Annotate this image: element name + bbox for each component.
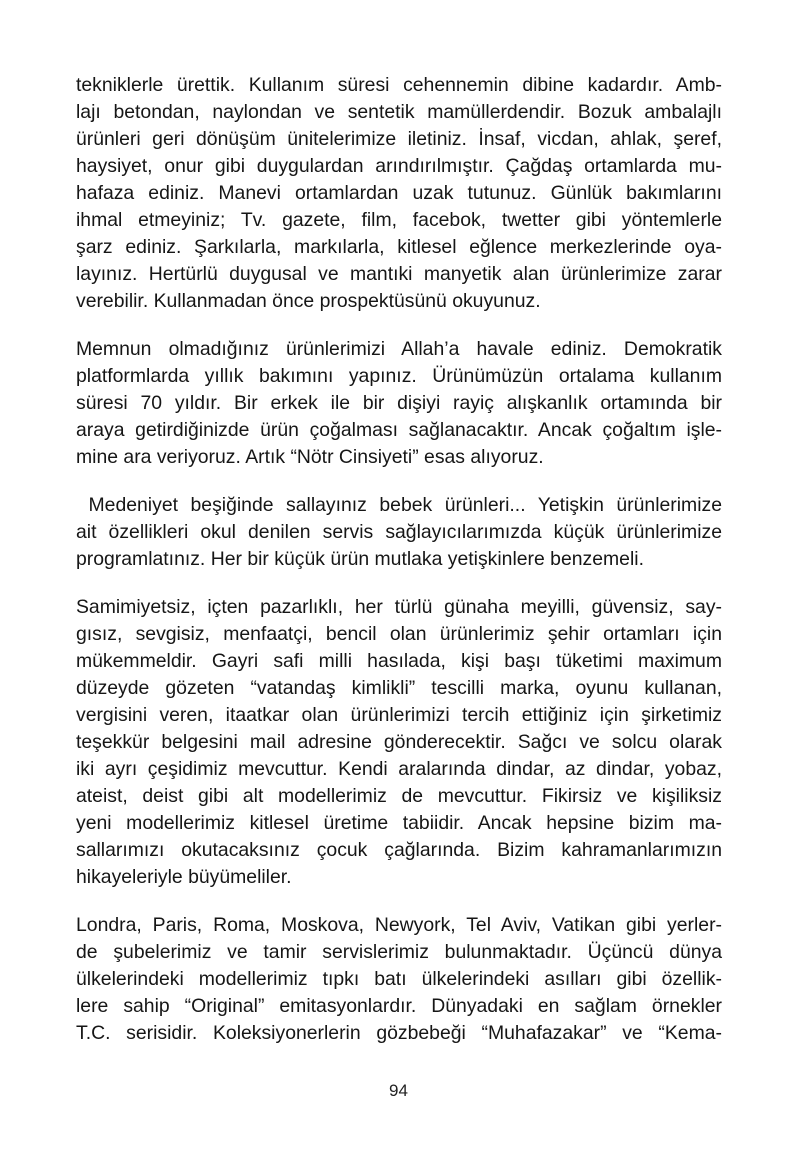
text-line: şarz ediniz. Şarkılarla, markılarla, kitlesel eğlence merkezlerinde oya- bbox=[76, 236, 722, 258]
text-line: teşekkür belgesini mail adresine gönderecektir. Sağcı ve solcu olarak bbox=[76, 731, 722, 753]
text-line: gısız, sevgisiz, menfaatçi, bencil olan ürünlerimiz şehir ortamları için bbox=[76, 623, 722, 645]
text-line: vergisini veren, itaatkar olan ürünlerimizi tercih ettiğiniz için şirketimiz bbox=[76, 704, 722, 726]
text-line: ülkelerindeki modellerimiz tıpkı batı ülkelerindeki asılları gibi özellik- bbox=[76, 968, 722, 990]
paragraph-4 bbox=[76, 594, 722, 891]
text-line: ateist, deist gibi alt modellerimiz de mevcuttur. Fikirsiz ve kişiliksiz bbox=[76, 785, 722, 807]
text-line: düzeyde gözeten “vatandaş kimlikli” tescilli marka, oyunu kullanan, bbox=[76, 677, 722, 699]
text-line: mükemmeldir. Gayri safi milli hasılada, kişi başı tüketimi maximum bbox=[76, 650, 722, 672]
paragraph-2 bbox=[76, 336, 722, 471]
text-line: sallarımızı okutacaksınız çocuk çağlarında. Bizim kahramanlarımızın bbox=[76, 839, 722, 861]
text-line: de şubelerimiz ve tamir servislerimiz bulunmaktadır. Üçüncü dünya bbox=[76, 941, 722, 963]
text-line: Medeniyet beşiğinde sallayınız bebek ürünleri... Yetişkin ürünlerimize bbox=[76, 494, 722, 516]
text-line: ürünleri geri dönüşüm ünitelerimize iletiniz. İnsaf, vicdan, ahlak, şeref, bbox=[76, 128, 722, 150]
text-line: programlatınız. Her bir küçük ürün mutlaka yetişkinlere benzemeli. bbox=[76, 548, 644, 570]
text-line: Memnun olmadığınız ürünlerimizi Allah’a havale ediniz. Demokratik bbox=[76, 338, 722, 360]
text-line: layınız. Hertürlü duygusal ve mantıki manyetik alan ürünlerimize zarar bbox=[76, 263, 722, 285]
paragraph-1 bbox=[76, 72, 722, 315]
text-line: ihmal etmeyiniz; Tv. gazete, film, facebok, twetter gibi yöntemlerle bbox=[76, 209, 722, 231]
text-line: Samimiyetsiz, içten pazarlıklı, her türlü günaha meyilli, güvensiz, say- bbox=[76, 596, 722, 618]
text-line: verebilir. Kullanmadan önce prospektüsünü okuyunuz. bbox=[76, 290, 541, 312]
text-line: lajı betondan, naylondan ve sentetik mamüllerdendir. Bozuk ambalajlı bbox=[76, 101, 722, 123]
paragraph-3 bbox=[76, 492, 722, 573]
text-line: Londra, Paris, Roma, Moskova, Newyork, Tel Aviv, Vatikan gibi yerler- bbox=[76, 914, 722, 936]
text-line: lere sahip “Original” emitasyonlardır. Dünyadaki en sağlam örnekler bbox=[76, 995, 722, 1017]
text-line: T.C. serisidir. Koleksiyonerlerin gözbebeği “Muhafazakar” ve “Kema- bbox=[76, 1022, 722, 1044]
text-line: ait özellikleri okul denilen servis sağlayıcılarımızda küçük ürünlerimize bbox=[76, 521, 722, 543]
text-line: yeni modellerimiz kitlesel üretime tabiidir. Ancak hepsine bizim ma- bbox=[76, 812, 722, 834]
text-line: süresi 70 yıldır. Bir erkek ile bir dişiyi rayiç alışkanlık ortamında bir bbox=[76, 392, 722, 414]
text-line: hikayeleriyle büyümeliler. bbox=[76, 866, 292, 888]
text-line: haysiyet, onur gibi duygulardan arındırılmıştır. Çağdaş ortamlarda mu- bbox=[76, 155, 722, 177]
text-line: tekniklerle ürettik. Kullanım süresi cehennemin dibine kadardır. Amb- bbox=[76, 74, 722, 96]
page-number: 94 bbox=[389, 1081, 408, 1100]
text-line: mine ara veriyoruz. Artık “Nötr Cinsiyeti” esas alıyoruz. bbox=[76, 446, 544, 468]
text-line: platformlarda yıllık bakımını yapınız. Ürünümüzün ortalama kullanım bbox=[76, 365, 722, 387]
page-body bbox=[76, 72, 722, 1068]
text-line: hafaza ediniz. Manevi ortamlardan uzak tutunuz. Günlük bakımlarını bbox=[76, 182, 722, 204]
text-line: iki ayrı çeşidimiz mevcuttur. Kendi aralarında dindar, az dindar, yobaz, bbox=[76, 758, 722, 780]
paragraph-5 bbox=[76, 912, 722, 1047]
text-line: araya getirdiğinizde ürün çoğalması sağlanacaktır. Ancak çoğaltım işle- bbox=[76, 419, 722, 441]
